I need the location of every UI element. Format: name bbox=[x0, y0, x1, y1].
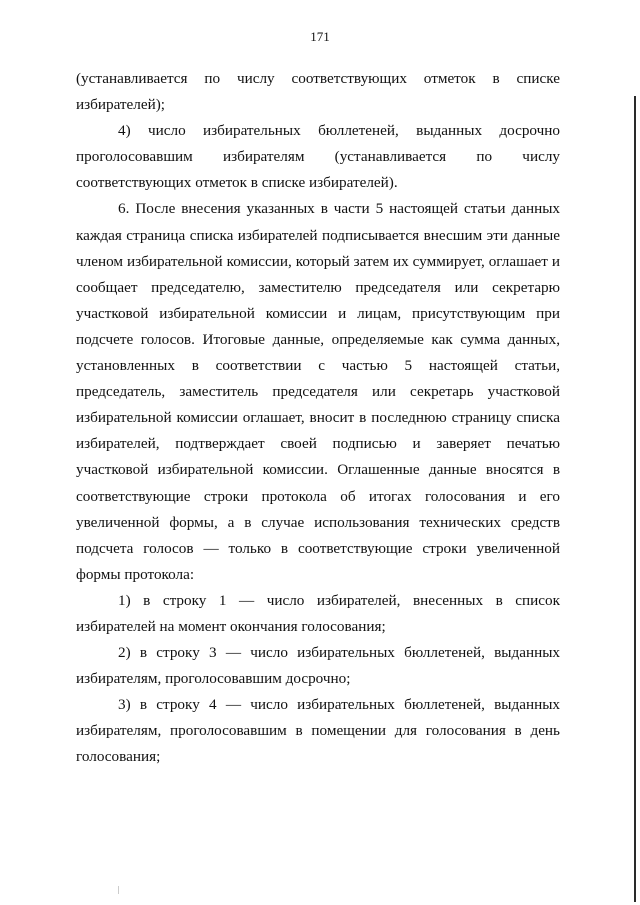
scan-edge-bar bbox=[634, 96, 636, 902]
scan-artifact bbox=[296, 0, 326, 3]
paragraph-line-1: 1) в строку 1 — число избирателей, внесенных в список избирателей на момент окончания голосования; bbox=[76, 591, 560, 635]
page-number: 171 bbox=[310, 29, 330, 44]
document-body bbox=[76, 66, 560, 771]
paragraph-line-3: 2) в строку 3 — число избирательных бюллетеней, выданных избирателям, проголосовавшим досрочно; bbox=[76, 644, 560, 688]
paragraph-voters-continuation: (устанавливается по числу соответствующих отметок в списке избирателей); bbox=[76, 70, 560, 114]
scan-dot bbox=[118, 886, 119, 894]
paragraph-line-4: 3) в строку 4 — число избирательных бюллетеней, выданных избирателям, проголосовавшим в помещении для голосования в день голосования; bbox=[76, 696, 560, 766]
paragraph-item-4-early-ballots: 4) число избирательных бюллетеней, выданных досрочно проголосовавшим избирателям (устанавливается по числу соответствующих отметок в списке избирателей). bbox=[76, 122, 560, 192]
paragraph-part-6: 6. После внесения указанных в части 5 настоящей статьи данных каждая страница списка избирателей подписывается внесшим эти данные членом избирательной комиссии, который затем их суммирует, оглашает и сообщает председателю, заместителю председателя или секретарю участковой избирательной комиссии и лицам, присутствующим при подсчете голосов. Итоговые данные, определяемые как сумма данных, установленных в соответствии с частью 5 настоящей статьи, председатель, заместитель председателя или секретарь участковой избирательной комиссии оглашает, вносит в последнюю страницу списка избирателей, подтверждает своей подписью и заверяет печатью участковой избирательной комиссии. Оглашенные данные вносятся в соответствующие строки протокола об итогах голосования и его увеличенной формы, а в случае использования технических средств подсчета голосов — только в соответствующие строки увеличенной формы протокола: bbox=[76, 200, 560, 583]
